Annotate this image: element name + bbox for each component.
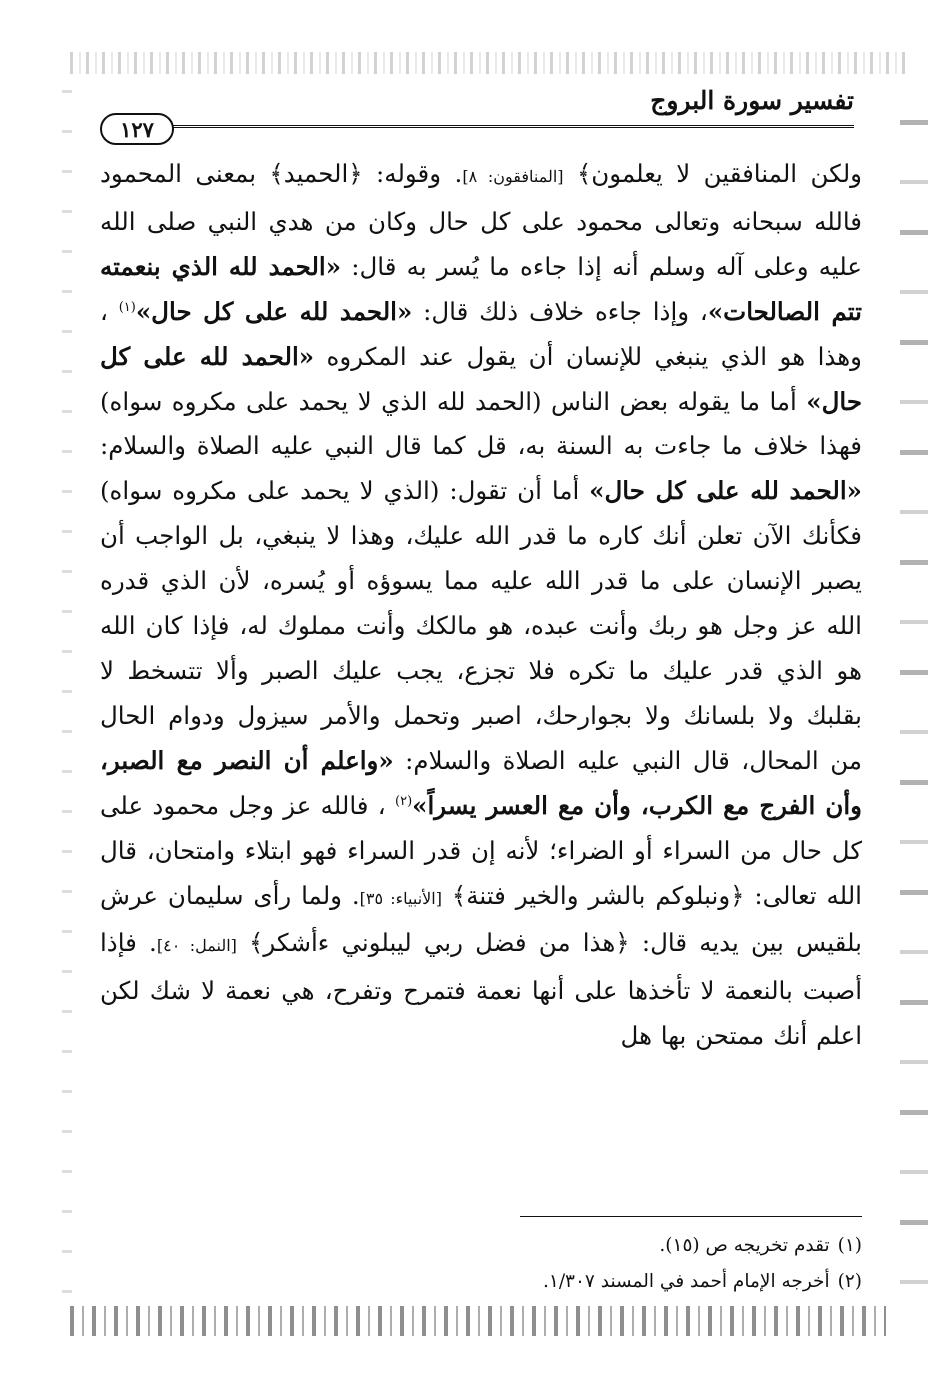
text-run: . وقوله: ﴿الحميد﴾ بمعنى المحمود فالله سبحانه وتعالى محمود على كل حال وكان من هدي النبي صلى الله عليه وعلى آله وسلم أنه إذا جاءه ما يُسر به قال: — [100, 159, 862, 281]
footnote-marker: (١) — [118, 299, 136, 315]
footnote-number: (١) — [837, 1235, 862, 1256]
hadith-quote: «الحمد لله على كل حال» — [589, 476, 862, 506]
text-run: . ولما رأى سليمان عرش بلقيس بين يديه قال: ﴿هذا من فضل ربي ليبلوني ءأشكر﴾ — [100, 880, 862, 958]
text-run: ، فالله عز وجل محمود على كل حال من السراء أو الضراء؛ لأنه إن قدر السراء فهو ابتلاء وامتحان، قال الله تعالى: ﴿ونبلوكم بالشر والخير فتنة﴾ — [100, 790, 862, 910]
footnote-text: تقدم تخريجه ص (١٥). — [659, 1235, 830, 1256]
footnote-marker: (٢) — [395, 793, 413, 809]
running-title: تفسير سورة البروج — [650, 86, 854, 115]
text-run: أما أن تقول: (الذي لا يحمد على مكروه سواه) فكأنك الآن تعلن أنك كاره ما قدر الله عليك، وهذا لا ينبغي، بل الواجب أن يصبر الإنسان على ما قدر الله عليه مما يسوؤه أو يُسره، لأن الذي قدره الله عز وجل هو ربك وأنت عبده، هو مالكك وأنت مملوك له، فإذا كان الله هو الذي قدر عليك ما تكره فلا تجزع، يجب عليك الصبر وألا تتسخط لا بقلبك ولا بلسانك ولا بجوارحك، اصبر وتحمل والأمر سيزول ودوام الحال من المحال، قال النبي عليه الصلاة والسلام: — [100, 476, 862, 775]
footnotes — [300, 1228, 862, 1300]
scan-artifact-top — [70, 52, 906, 74]
footnote-number: (٢) — [837, 1271, 862, 1292]
quran-reference: [المنافقون: ٨] — [462, 167, 564, 186]
header-rule — [170, 125, 854, 128]
hadith-quote: «الحمد لله على كل حال» — [100, 341, 862, 416]
footnote — [300, 1264, 862, 1300]
footnote — [300, 1228, 862, 1264]
footnote-rule — [520, 1216, 862, 1217]
scan-artifact-left — [62, 90, 72, 1310]
text-run: ، وهذا هو الذي ينبغي للإنسان أن يقول عند المكروه — [100, 296, 863, 371]
hadith-quote: «واعلم أن النصر مع الصبر، وأن الفرج مع الكرب، وأن مع العسر يسراً» — [100, 745, 862, 820]
quran-reference: [النمل: ٤٠] — [156, 936, 237, 956]
body-text — [100, 152, 862, 1059]
quran-reference: [الأنبياء: ٣٥] — [359, 888, 442, 908]
page-number: ١٢٧ — [100, 113, 174, 145]
footnote-text: أخرجه الإمام أحمد في المسند ١/٣٠٧. — [543, 1271, 830, 1292]
text-run: . فإذا أصبت بالنعمة لا تأخذها على أنها نعمة فتمرح وتفرح، هي نعمة لا شك لكن اعلم أنك ممتحن بها هل — [100, 928, 862, 1051]
hadith-quote: «الحمد لله على كل حال» — [135, 296, 413, 326]
scan-artifact-right — [900, 120, 928, 1300]
text-run: ولكن المنافقين لا يعلمون﴾ — [563, 159, 862, 188]
scan-artifact-bottom — [70, 1306, 886, 1336]
body-paragraph — [100, 152, 862, 1059]
text-run: ، وإذا جاءه خلاف ذلك قال: — [412, 296, 708, 326]
hadith-quote: «الحمد لله الذي بنعمته تتم الصالحات» — [100, 251, 862, 326]
text-run: أما ما يقوله بعض الناس (الحمد لله الذي لا يحمد على مكروه سواه) فهذا خلاف ما جاءت به السنة به، قل كما قال النبي عليه الصلاة والسلام: — [100, 386, 862, 461]
